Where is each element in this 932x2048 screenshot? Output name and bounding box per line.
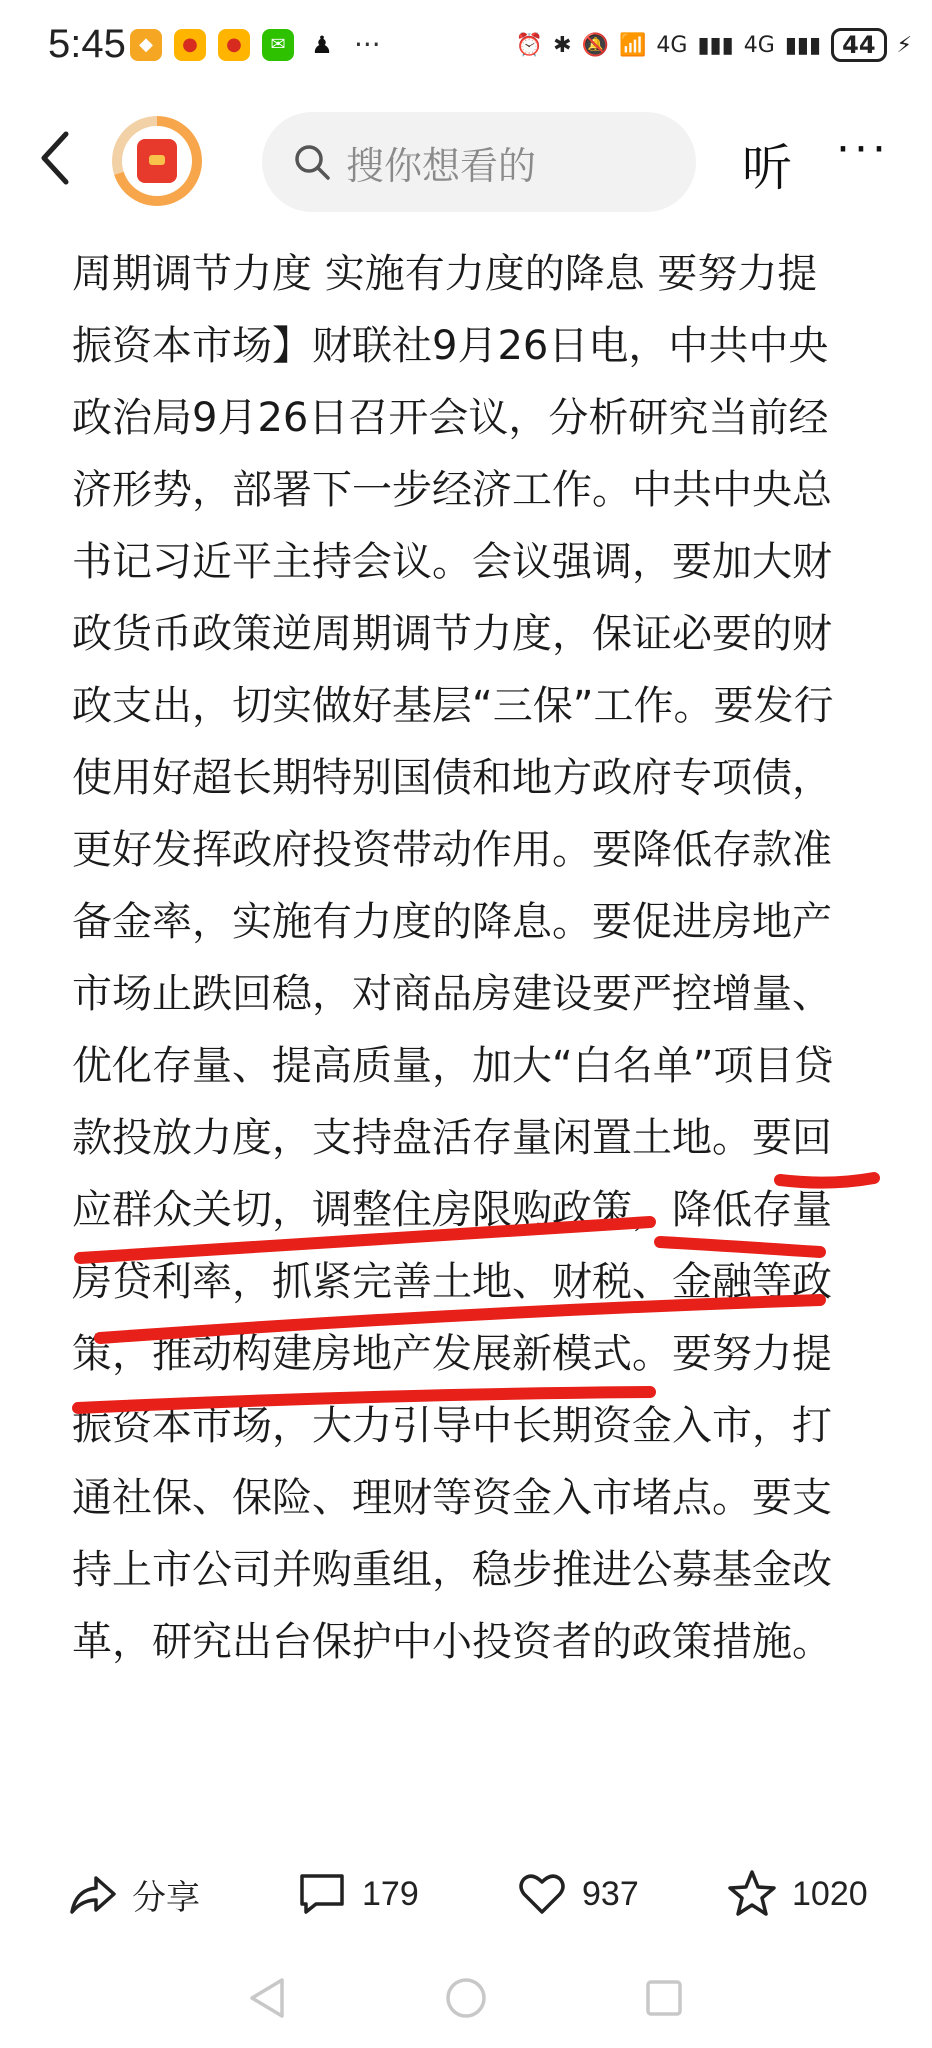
status-bar [0, 0, 932, 92]
wifi-icon: 📶 [618, 32, 647, 58]
article-line: 应群众关切，调整住房限购政策，降低存量 [72, 1187, 832, 1233]
charging-icon: ⚡ [896, 32, 912, 58]
mute-icon: 🔕 [581, 32, 609, 58]
system-status-icons [516, 28, 912, 62]
article-line: 政货币政策逆周期调节力度，保证必要的财 [72, 611, 832, 657]
search-bar[interactable] [262, 112, 696, 212]
nav-home-icon[interactable] [442, 1974, 490, 2022]
system-nav-bar [0, 1966, 932, 2048]
nav-recents-icon[interactable] [640, 1974, 688, 2022]
share-button[interactable] [66, 1868, 200, 1920]
wechat-icon: ✉ [262, 29, 294, 61]
signal-4g-label-2: 4G [743, 32, 775, 58]
back-arrow-icon[interactable] [40, 130, 70, 186]
article-line: 政治局9月26日召开会议，分析研究当前经 [72, 395, 829, 441]
favorite-button[interactable] [726, 1868, 868, 1920]
nav-back-icon[interactable] [244, 1974, 292, 2022]
battery-icon: 44 [831, 28, 886, 62]
like-count: 937 [582, 1874, 639, 1913]
status-time: 5:45 [48, 22, 126, 66]
article-body [72, 238, 872, 1678]
comment-count: 179 [362, 1874, 419, 1913]
article-line: 振资本市场】财联社9月26日电，中共中央 [72, 323, 829, 369]
share-label: 分享 [132, 1878, 200, 1917]
article-line: 备金率，实施有力度的降息。要促进房地产 [72, 899, 832, 945]
more-options-button[interactable]: ··· [836, 124, 890, 175]
weibo-icon: ● [174, 29, 206, 61]
article-line: 款投放力度，支持盘活存量闲置土地。要回 [72, 1115, 832, 1161]
article-line: 书记习近平主持会议。会议强调，要加大财 [72, 539, 832, 585]
weibo-icon-2: ● [218, 29, 250, 61]
star-icon [726, 1868, 778, 1920]
search-placeholder: 搜你想看的 [346, 143, 537, 188]
article-line: 市场止跌回稳，对商品房建设要严控增量、 [72, 971, 832, 1017]
listen-button[interactable]: 听 [742, 139, 792, 197]
alarm-icon: ⏰ [515, 32, 544, 58]
article-line: 革，研究出台保护中小投资者的政策措施。 [72, 1619, 832, 1665]
article-line: 通社保、保险、理财等资金入市堵点。要支 [72, 1475, 832, 1521]
article-line: 持上市公司并购重组，稳步推进公募基金改 [72, 1547, 832, 1593]
notification-icons [130, 28, 381, 61]
article-line: 更好发挥政府投资带动作用。要降低存款准 [72, 827, 832, 873]
red-envelope-icon [122, 126, 192, 196]
comment-icon [296, 1868, 348, 1920]
qq-icon: ♟ [306, 29, 338, 61]
comment-button[interactable] [296, 1868, 419, 1920]
search-icon [292, 142, 332, 182]
article-line: 振资本市场，大力引导中长期资金入市，打 [72, 1403, 832, 1449]
top-bar [0, 104, 932, 214]
signal-bars-icon-2: ▮▮▮ [784, 32, 822, 58]
article-line: 优化存量、提高质量，加大“白名单”项目贷 [72, 1043, 834, 1089]
article-line: 政支出，切实做好基层“三保”工作。要发行 [72, 683, 834, 729]
article-action-bar [0, 1858, 932, 1938]
share-arrow-icon [66, 1868, 118, 1920]
favorite-count: 1020 [792, 1874, 868, 1913]
article-line: 房贷利率，抓紧完善土地、财税、金融等政 [72, 1259, 832, 1305]
article-line: 周期调节力度 实施有力度的降息 要努力提 [72, 251, 818, 297]
article-line: 使用好超长期特别国债和地方政府专项债， [72, 755, 832, 801]
notification-app-icon: ◆ [130, 29, 162, 61]
heart-icon [516, 1868, 568, 1920]
article-line: 策，推动构建房地产发展新模式。要努力提 [72, 1331, 832, 1377]
app-logo[interactable] [112, 116, 202, 206]
more-notifications-icon: ··· [354, 28, 381, 61]
article-line: 济形势，部署下一步经济工作。中共中央总 [72, 467, 832, 513]
like-button[interactable] [516, 1868, 639, 1920]
signal-bars-icon: ▮▮▮ [697, 32, 734, 58]
bluetooth-icon: ✱ [553, 32, 572, 58]
signal-4g-label: 4G [656, 32, 688, 58]
